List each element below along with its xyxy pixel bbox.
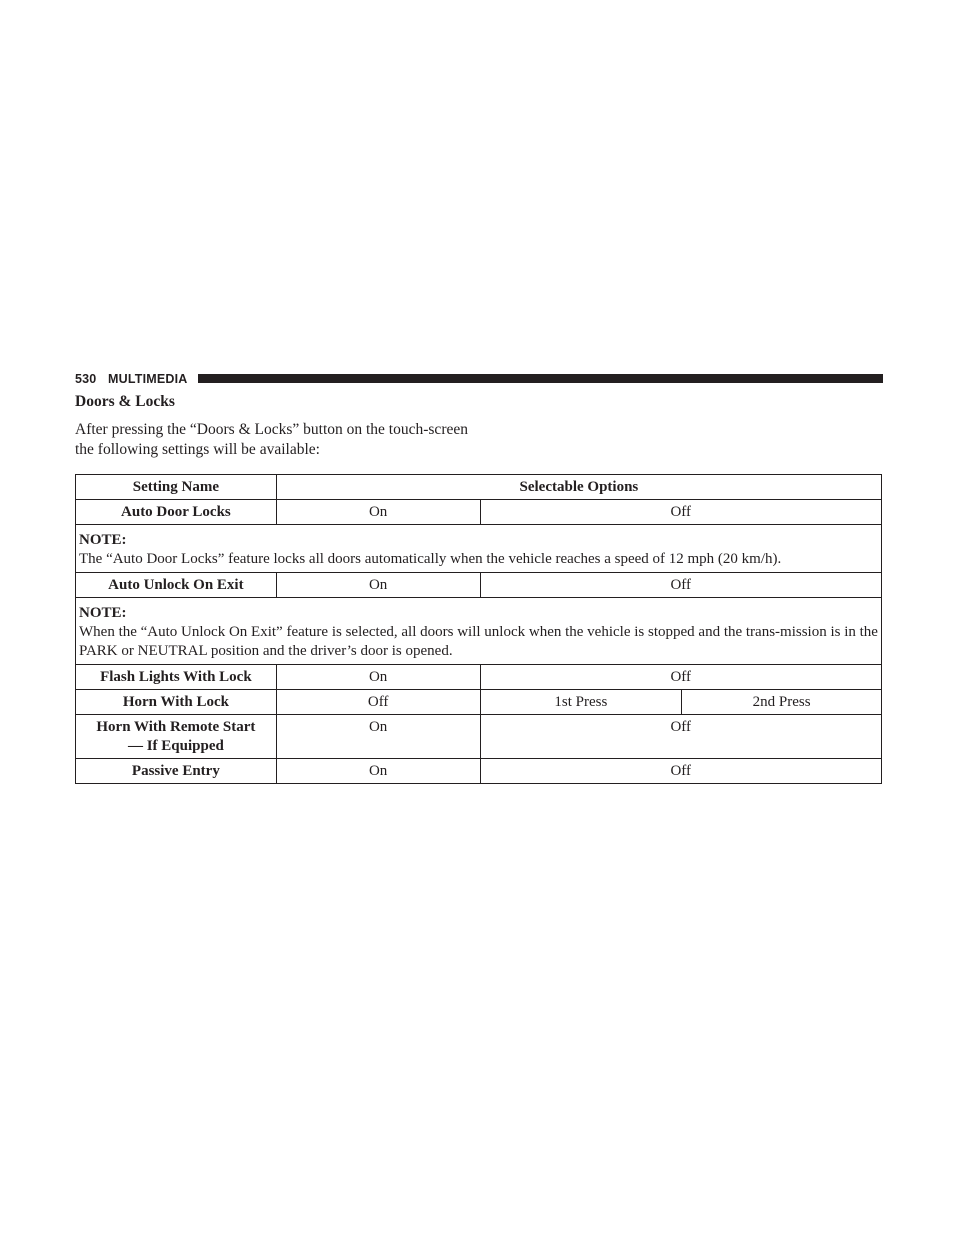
page-number: 530 — [75, 372, 97, 386]
option-cell: 2nd Press — [682, 690, 882, 715]
note-cell — [76, 598, 882, 665]
setting-name-horn-with-lock: Horn With Lock — [76, 690, 277, 715]
column-header-selectable-options: Selectable Options — [276, 475, 881, 500]
option-cell: Off — [480, 665, 882, 690]
option-cell: Off — [480, 573, 882, 598]
setting-name-auto-door-locks: Auto Door Locks — [76, 500, 277, 525]
setting-name-horn-with-remote-start — [76, 715, 277, 759]
setting-name-auto-unlock-on-exit: Auto Unlock On Exit — [76, 573, 277, 598]
table-row — [76, 690, 882, 715]
column-header-setting-name: Setting Name — [76, 475, 277, 500]
setting-name-line: — If Equipped — [127, 738, 224, 754]
intro-paragraph: After pressing the “Doors & Locks” button on the touch-screen the following settings will be available: — [75, 421, 468, 458]
option-cell: 1st Press — [480, 690, 682, 715]
option-cell: On — [276, 573, 480, 598]
table-header-row — [76, 475, 882, 500]
option-cell: Off — [480, 500, 882, 525]
page-header — [75, 369, 883, 389]
table-row — [76, 759, 882, 784]
option-cell: On — [276, 759, 480, 784]
header-rule — [198, 374, 883, 383]
note-row — [76, 525, 882, 573]
setting-name-passive-entry: Passive Entry — [76, 759, 277, 784]
option-cell: On — [276, 665, 480, 690]
table-row — [76, 573, 882, 598]
table-row — [76, 500, 882, 525]
note-text: The “Auto Door Locks” feature locks all doors automatically when the vehicle reaches a speed of 12 mph (20 km/h). — [79, 551, 782, 567]
option-cell: Off — [276, 690, 480, 715]
table-row — [76, 665, 882, 690]
section-heading: Doors & Locks — [75, 393, 175, 410]
option-cell: On — [276, 500, 480, 525]
note-row — [76, 598, 882, 665]
table-row — [76, 715, 882, 759]
note-label: NOTE: — [79, 532, 127, 548]
setting-name-flash-lights-with-lock: Flash Lights With Lock — [76, 665, 277, 690]
option-cell: Off — [480, 715, 882, 759]
note-text: When the “Auto Unlock On Exit” feature is selected, all doors will unlock when the vehicle is stopped and the trans-mission is in the PARK or NEUTRAL position and the driver’s door is opened. — [79, 624, 878, 659]
setting-name-line: Horn With Remote Start — [96, 719, 256, 735]
note-label: NOTE: — [79, 605, 127, 621]
note-cell — [76, 525, 882, 573]
option-cell: Off — [480, 759, 882, 784]
option-cell: On — [276, 715, 480, 759]
settings-table — [75, 474, 882, 784]
section-title: MULTIMEDIA — [108, 372, 188, 386]
